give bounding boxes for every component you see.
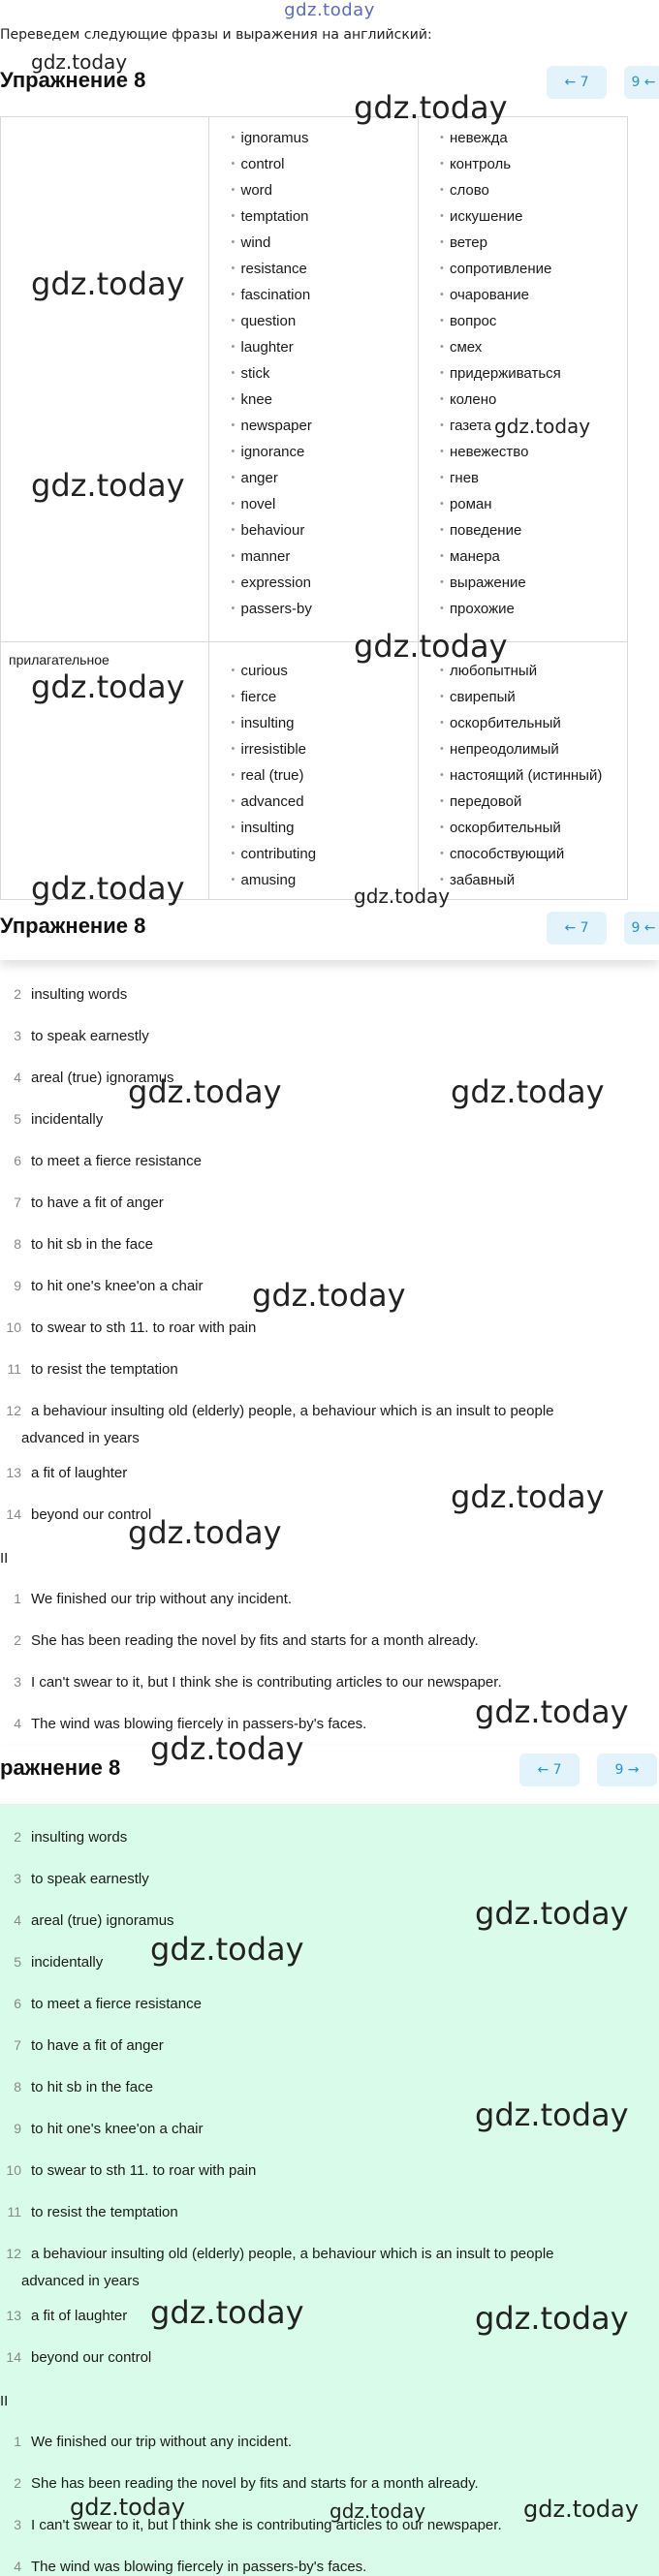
item-number: 2 — [14, 2475, 21, 2491]
item-text: incidentally — [31, 1954, 104, 1971]
item-number: 12 — [6, 1403, 21, 1418]
item-text: areal (true) ignoramus — [31, 1070, 174, 1086]
item-number: 8 — [14, 1236, 21, 1252]
item-text: areal (true) ignoramus — [31, 1912, 174, 1929]
vocab-word-en: • newspaper — [231, 413, 417, 439]
task-intro: Переведем следующие фразы и выражения на английский: — [0, 27, 432, 43]
item-text: a fit of laughter — [31, 1465, 128, 1481]
vocab-word-ru: • способствующий — [440, 841, 627, 867]
item-number: 12 — [6, 2246, 21, 2261]
item-number: 5 — [14, 1954, 21, 1970]
vocab-word-en: • insulting — [231, 815, 417, 841]
watermark: gdz.today — [354, 628, 508, 665]
item-number: 8 — [14, 2079, 21, 2095]
item-number: 2 — [14, 1829, 21, 1845]
item-number: 7 — [14, 1195, 21, 1210]
watermark: gdz.today — [31, 870, 185, 907]
watermark: gdz.today — [451, 1478, 605, 1515]
item-text: to have a fit of anger — [31, 1195, 164, 1211]
watermark: gdz.today — [451, 1073, 605, 1110]
item-text: to meet a fierce resistance — [31, 1153, 202, 1169]
table-cell — [209, 642, 418, 900]
exercise-header — [0, 1746, 659, 1804]
watermark: gdz.today — [475, 2096, 629, 2133]
vocab-word-en: • contributing — [231, 841, 417, 867]
vocab-word-ru: • контроль — [440, 151, 627, 177]
item-number: 1 — [14, 1591, 21, 1606]
item-number: 7 — [14, 2037, 21, 2053]
item-text: I can't swear to it, but I think she is contributing articles to our newspaper. — [31, 1674, 502, 1691]
item-text: insulting words — [31, 986, 128, 1003]
vocab-word-en: • fascination — [231, 282, 417, 308]
item-number: 6 — [14, 1153, 21, 1168]
table-cell — [209, 117, 418, 642]
item-text: a fit of laughter — [31, 2308, 128, 2324]
next-exercise-button[interactable]: 9 ← — [624, 66, 659, 99]
vocab-word-en: • anger — [231, 465, 417, 491]
vocab-word-ru: • передовой — [440, 789, 627, 815]
vocab-word-en: • fierce — [231, 684, 417, 710]
vocab-word-en: • passers-by — [231, 596, 417, 622]
prev-exercise-button[interactable]: ← 7 — [547, 66, 607, 99]
vocab-word-ru: • слово — [440, 177, 627, 203]
item-number: 3 — [14, 1028, 21, 1043]
vocab-word-en: • amusing — [231, 867, 417, 893]
item-number: 13 — [6, 1465, 21, 1480]
table-cell — [418, 117, 627, 642]
prev-exercise-button[interactable]: ← 7 — [519, 1754, 580, 1786]
vocab-word-en: • advanced — [231, 789, 417, 815]
watermark: gdz.today — [31, 467, 185, 504]
item-number: 14 — [6, 2349, 21, 2365]
vocab-word-ru: • непреодолимый — [440, 736, 627, 762]
item-text: We finished our trip without any incident. — [31, 2434, 293, 2450]
vocab-word-ru: • настоящий (истинный) — [440, 762, 627, 789]
vocab-word-en: • knee — [231, 387, 417, 413]
watermark: gdz.today — [330, 2499, 426, 2523]
watermark: gdz.today — [523, 2496, 639, 2523]
vocab-word-en: • ignorance — [231, 439, 417, 465]
item-text: to resist the temptation — [31, 2204, 178, 2220]
word-list-en — [209, 117, 417, 622]
exercise-title: Упражнение 8 — [0, 914, 146, 938]
vocab-word-en: • real (true) — [231, 762, 417, 789]
watermark: gdz.today — [128, 1073, 282, 1110]
watermark: gdz.today — [31, 50, 128, 74]
watermark: gdz.today — [150, 1931, 304, 1968]
item-number: 4 — [14, 1912, 21, 1928]
item-number: 4 — [14, 2559, 21, 2574]
item-number: 1 — [14, 2434, 21, 2449]
vocab-word-en: • curious — [231, 658, 417, 684]
vocab-word-ru: • поведение — [440, 517, 627, 543]
item-text: to swear to sth 11. to roar with pain — [31, 1319, 257, 1336]
item-text: advanced in years — [21, 1430, 140, 1446]
vocab-word-en: • resistance — [231, 256, 417, 282]
watermark: gdz.today — [128, 1514, 282, 1551]
watermark: gdz.today — [475, 1895, 629, 1932]
vocabulary-table — [0, 116, 628, 900]
item-number: 5 — [14, 1111, 21, 1127]
watermark: gdz.today — [475, 1693, 629, 1730]
site-logo[interactable]: gdz.today — [284, 0, 375, 20]
item-number: 14 — [6, 1506, 21, 1522]
vocab-word-en: • wind — [231, 230, 417, 256]
watermark: gdz.today — [31, 265, 185, 302]
item-text: to hit sb in the face — [31, 1236, 153, 1253]
watermark: gdz.today — [475, 2300, 629, 2337]
vocab-word-ru: • гнев — [440, 465, 627, 491]
vocab-word-ru: • искушение — [440, 203, 627, 230]
vocab-word-en: • novel — [231, 491, 417, 517]
watermark: gdz.today — [354, 885, 451, 908]
vocab-word-en: • ignoramus — [231, 125, 417, 151]
item-text: a behaviour insulting old (elderly) people, a behaviour which is an insult to people — [31, 1403, 554, 1419]
part-heading: II — [0, 2393, 9, 2409]
vocab-word-ru: • забавный — [440, 867, 627, 893]
vocab-word-ru: • очарование — [440, 282, 627, 308]
item-text: She has been reading the novel by fits and starts for a month already. — [31, 2475, 479, 2492]
exercise-title: ражнение 8 — [0, 1755, 121, 1780]
vocab-word-ru: • выражение — [440, 570, 627, 596]
vocab-word-en: • expression — [231, 570, 417, 596]
watermark: gdz.today — [150, 2294, 304, 2331]
item-number: 11 — [7, 2204, 21, 2219]
vocab-word-ru: • невежество — [440, 439, 627, 465]
item-text: She has been reading the novel by fits and starts for a month already. — [31, 1632, 479, 1649]
item-number: 3 — [14, 1674, 21, 1690]
watermark: gdz.today — [252, 1277, 406, 1314]
part-of-speech-label: прилагательное — [9, 652, 110, 667]
vocab-word-ru: • колено — [440, 387, 627, 413]
vocab-word-ru: • манера — [440, 543, 627, 570]
item-number: 9 — [14, 2121, 21, 2136]
watermark: gdz.today — [31, 668, 185, 705]
watermark: gdz.today — [354, 89, 508, 126]
vocab-word-ru: • вопрос — [440, 308, 627, 334]
vocab-word-en: • manner — [231, 543, 417, 570]
item-text: to speak earnestly — [31, 1871, 149, 1887]
vocab-word-ru: • смех — [440, 334, 627, 360]
word-list-en — [209, 642, 417, 893]
exercise-header — [0, 906, 659, 960]
vocab-word-ru: • свирепый — [440, 684, 627, 710]
table-cell — [1, 117, 209, 642]
item-text: to hit sb in the face — [31, 2079, 153, 2095]
watermark: gdz.today — [150, 1730, 304, 1767]
item-text: incidentally — [31, 1111, 104, 1128]
item-text: We finished our trip without any incident. — [31, 1591, 293, 1607]
vocab-word-en: • question — [231, 308, 417, 334]
vocab-word-ru: • оскорбительный — [440, 710, 627, 736]
item-text: advanced in years — [21, 2273, 140, 2289]
item-number: 4 — [14, 1716, 21, 1731]
table-row — [1, 117, 628, 642]
item-text: to hit one's knee'on a chair — [31, 1278, 204, 1294]
item-text: The wind was blowing fiercely in passers-by's faces. — [31, 1716, 367, 1732]
next-exercise-button[interactable]: 9 → — [597, 1754, 657, 1786]
vocab-word-ru: • прохожие — [440, 596, 627, 622]
item-number: 3 — [14, 2517, 21, 2532]
word-list-ru — [419, 117, 627, 622]
item-text: The wind was blowing fiercely in passers-by's faces. — [31, 2559, 367, 2575]
item-text: to swear to sth 11. to roar with pain — [31, 2162, 257, 2179]
item-text: to have a fit of anger — [31, 2037, 164, 2054]
vocab-word-en: • stick — [231, 360, 417, 387]
item-number: 13 — [6, 2308, 21, 2323]
word-list-ru — [419, 642, 627, 893]
vocab-word-ru: • оскорбительный — [440, 815, 627, 841]
vocab-word-en: • irresistible — [231, 736, 417, 762]
watermark: gdz.today — [70, 2494, 185, 2521]
item-text: I can't swear to it, but I think she is contributing articles to our newspaper. — [31, 2517, 502, 2533]
vocab-word-en: • laughter — [231, 334, 417, 360]
item-text: to hit one's knee'on a chair — [31, 2121, 204, 2137]
item-number: 10 — [6, 1319, 21, 1335]
item-text: beyond our control — [31, 2349, 152, 2366]
item-text: insulting words — [31, 1829, 128, 1846]
item-number: 11 — [7, 1361, 21, 1377]
table-cell — [418, 642, 627, 900]
item-number: 6 — [14, 1996, 21, 2011]
item-text: beyond our control — [31, 1506, 152, 1523]
item-number: 2 — [14, 1632, 21, 1648]
vocab-word-en: • insulting — [231, 710, 417, 736]
vocab-word-ru: • невежда — [440, 125, 627, 151]
item-text: to resist the temptation — [31, 1361, 178, 1378]
item-text: to speak earnestly — [31, 1028, 149, 1044]
vocab-word-ru: • роман — [440, 491, 627, 517]
vocab-word-ru: • придерживаться — [440, 360, 627, 387]
vocab-word-ru: • ветер — [440, 230, 627, 256]
exercise-title: Упражнение 8 — [0, 68, 146, 92]
prev-exercise-button[interactable]: ← 7 — [547, 912, 607, 945]
vocab-word-ru: • любопытный — [440, 658, 627, 684]
vocab-word-en: • behaviour — [231, 517, 417, 543]
vocab-word-en: • temptation — [231, 203, 417, 230]
item-text: a behaviour insulting old (elderly) people, a behaviour which is an insult to people — [31, 2246, 554, 2262]
vocab-word-en: • word — [231, 177, 417, 203]
vocab-word-ru: • газета — [440, 413, 627, 439]
item-number: 2 — [14, 986, 21, 1002]
next-exercise-button[interactable]: 9 ← — [624, 912, 659, 945]
item-number: 3 — [14, 1871, 21, 1886]
vocab-word-ru: • сопротивление — [440, 256, 627, 282]
item-text: to meet a fierce resistance — [31, 1996, 202, 2012]
item-number: 4 — [14, 1070, 21, 1085]
watermark: gdz.today — [494, 415, 591, 438]
part-heading: II — [0, 1550, 9, 1567]
item-number: 9 — [14, 1278, 21, 1293]
item-number: 10 — [6, 2162, 21, 2178]
vocab-word-en: • control — [231, 151, 417, 177]
